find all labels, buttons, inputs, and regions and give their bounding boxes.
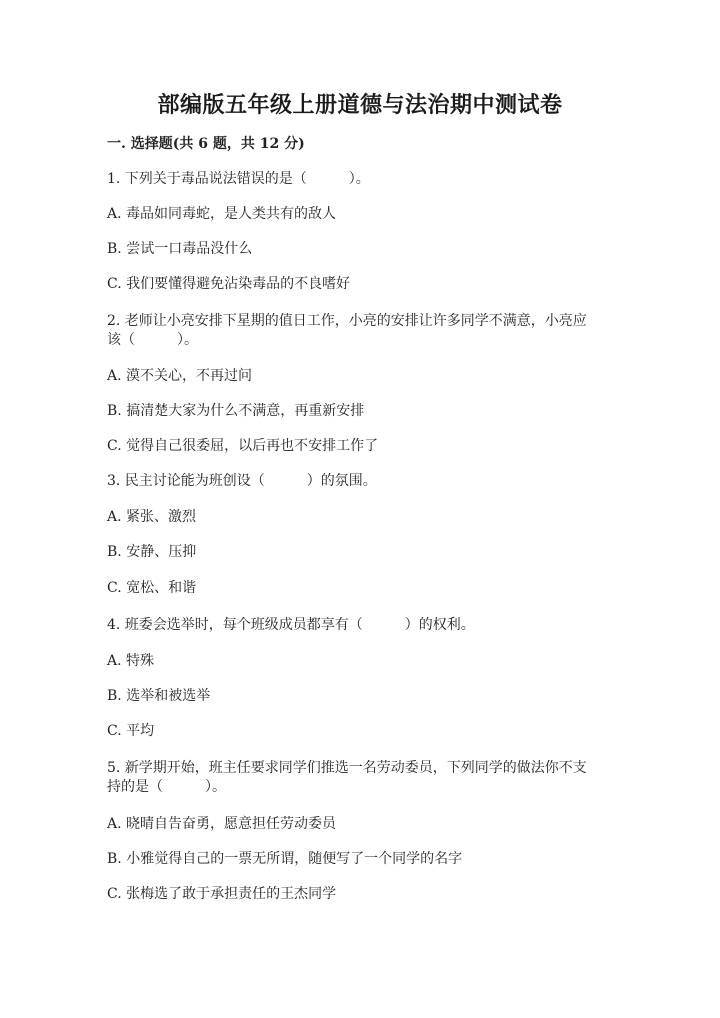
question-2-stem-line2: 该（ ）。	[107, 332, 198, 348]
question-5-option-b[interactable]: B. 小雅觉得自己的一票无所谓，随便写了一个同学的名字	[107, 851, 463, 867]
question-2-option-c[interactable]: C. 觉得自己很委屈，以后再也不安排工作了	[107, 438, 379, 454]
question-5-option-c[interactable]: C. 张梅选了敢于承担责任的王杰同学	[107, 886, 337, 902]
question-2-stem-line1: 2. 老师让小亮安排下星期的值日工作，小亮的安排让许多同学不满意，小亮应	[107, 313, 587, 329]
question-5-stem-line2: 持的是（ ）。	[107, 779, 226, 795]
question-3-option-c[interactable]: C. 宽松、和谐	[107, 580, 197, 596]
question-5-stem-line1: 5. 新学期开始，班主任要求同学们推选一名劳动委员，下列同学的做法你不支	[107, 760, 587, 776]
question-5-option-a[interactable]: A. 晓晴自告奋勇，愿意担任劳动委员	[107, 816, 337, 832]
question-4-option-b[interactable]: B. 选举和被选举	[107, 688, 211, 704]
question-3-option-a[interactable]: A. 紧张、激烈	[107, 509, 197, 525]
question-2-option-a[interactable]: A. 漠不关心，不再过问	[107, 368, 253, 384]
section-heading: 一. 选择题(共 6 题，共 12 分)	[107, 136, 305, 152]
question-4-stem: 4. 班委会选举时，每个班级成员都享有（ ）的权利。	[107, 617, 475, 633]
question-1-option-b[interactable]: B. 尝试一口毒品没什么	[107, 241, 253, 257]
question-2-option-b[interactable]: B. 搞清楚大家为什么不满意，再重新安排	[107, 403, 365, 419]
question-1-stem: 1. 下列关于毒品说法错误的是（ ）。	[107, 171, 370, 187]
question-4-option-c[interactable]: C. 平均	[107, 723, 155, 739]
question-1-option-c[interactable]: C. 我们要懂得避免沾染毒品的不良嗜好	[107, 276, 351, 292]
question-1-option-a[interactable]: A. 毒品如同毒蛇，是人类共有的敌人	[107, 206, 337, 222]
question-4-option-a[interactable]: A. 特殊	[107, 653, 155, 669]
question-3-stem: 3. 民主讨论能为班创设（ ）的氛围。	[107, 473, 377, 489]
page-title: 部编版五年级上册道德与法治期中测试卷	[157, 92, 563, 118]
question-3-option-b[interactable]: B. 安静、压抑	[107, 544, 197, 560]
